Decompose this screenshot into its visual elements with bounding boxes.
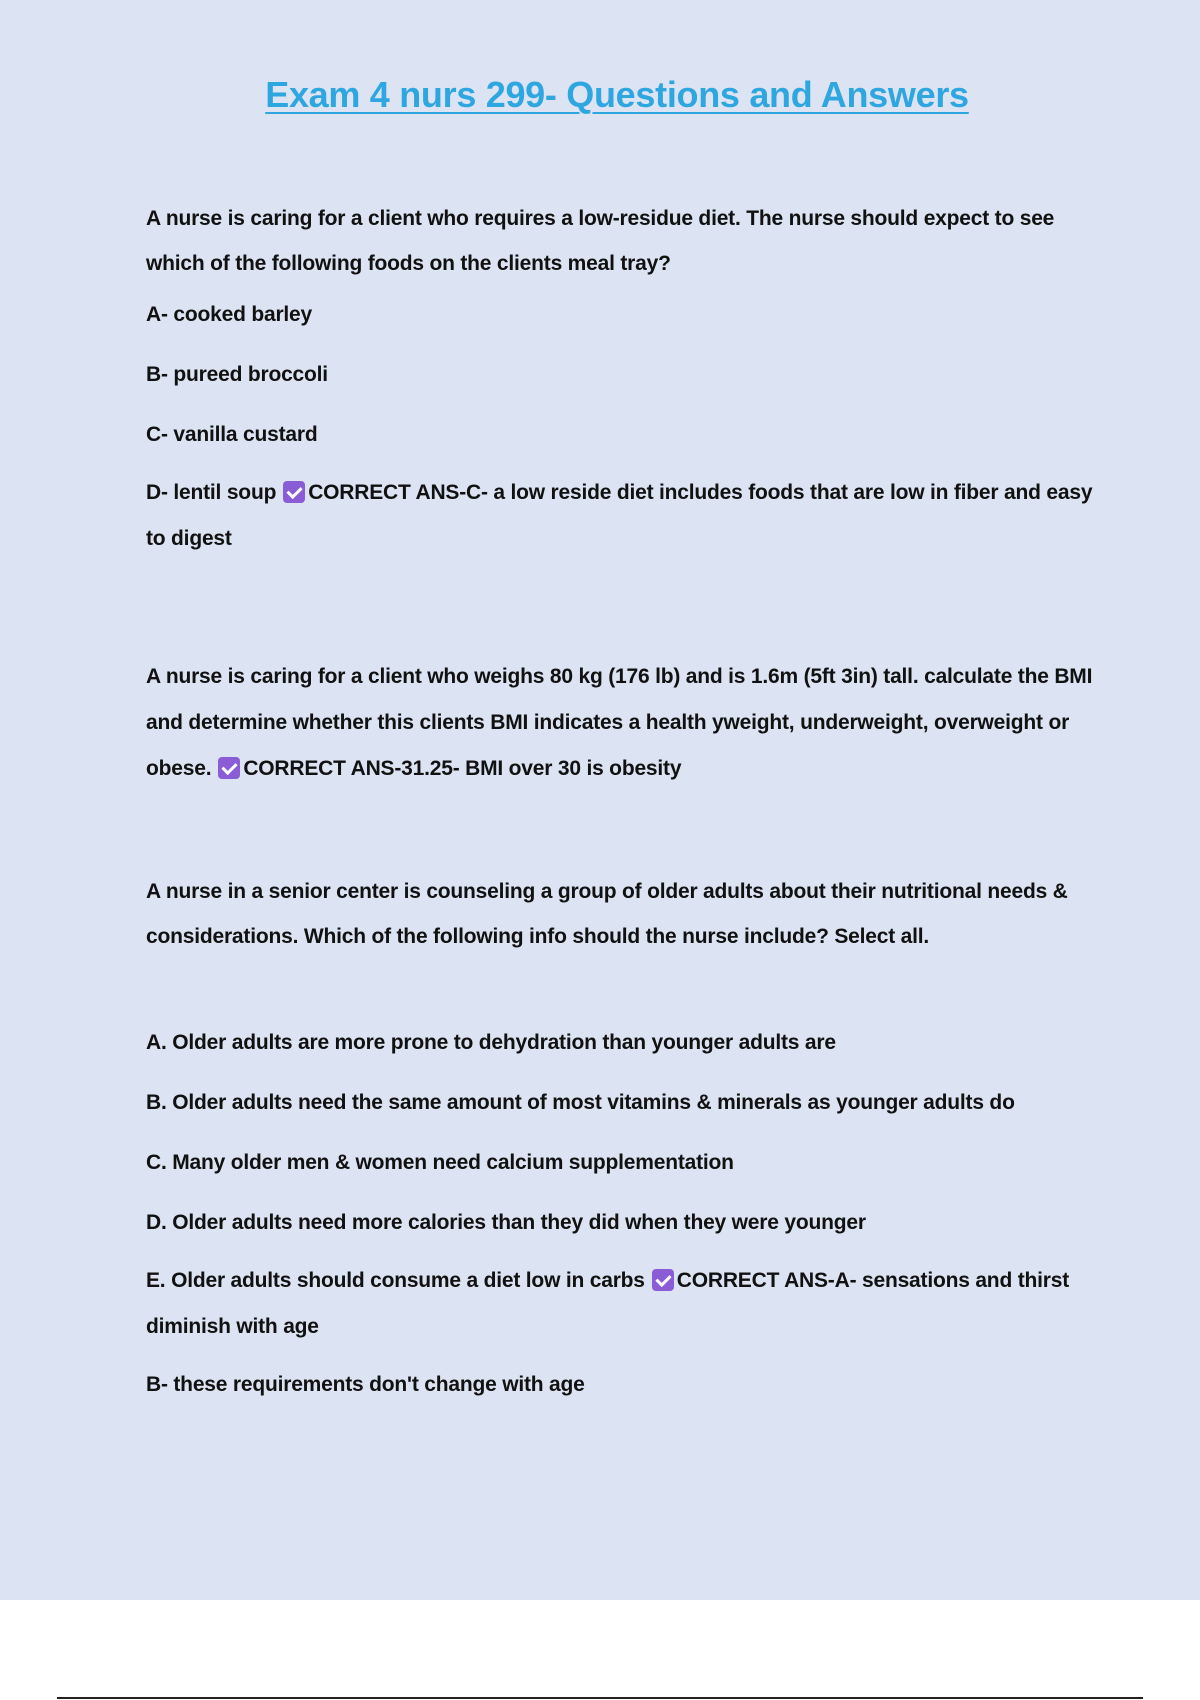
answer-option: B- pureed broccoli <box>146 363 328 386</box>
answer-option: D. Older adults need more calories than they did when they were younger <box>146 1211 866 1234</box>
question-3 <box>146 869 1096 1398</box>
checkmark-box-icon <box>652 1269 674 1291</box>
question-1 <box>146 196 1096 562</box>
question-stem: A nurse is caring for a client who weighs 80 kg (176 lb) and is 1.6m (5ft 3in) tall. calculate the BMI and determine whether this clients BMI indicates a health yweight, underweight, overweight or obese. <box>146 665 1093 780</box>
answer-option: D- lentil soup <box>146 481 277 504</box>
correct-answer: CORRECT ANS-31.25- BMI over 30 is obesity <box>243 757 682 780</box>
answer-option: A- cooked barley <box>146 303 313 326</box>
option-with-answer <box>146 1258 1096 1350</box>
answer-option: A. Older adults are more prone to dehydration than younger adults are <box>146 1031 836 1054</box>
answer-option: E. Older adults should consume a diet low in carbs <box>146 1269 645 1292</box>
correct-answer: CORRECT ANS-C- a low reside diet includes foods that are low in fiber and easy to digest <box>146 481 1093 550</box>
question-with-answer <box>146 654 1096 792</box>
answer-explanation: B- these requirements don't change with age <box>146 1373 585 1396</box>
answer-option: C- vanilla custard <box>146 423 318 446</box>
question-stem: A nurse is caring for a client who requires a low-residue diet. The nurse should expect to see which of the following foods on the clients meal tray? <box>146 207 1055 275</box>
correct-answer: CORRECT ANS-A- sensations and thirst diminish with age <box>146 1269 1070 1338</box>
checkmark-box-icon <box>218 757 240 779</box>
answer-option: B. Older adults need the same amount of most vitamins & minerals as younger adults do <box>146 1091 1015 1114</box>
answer-option: C. Many older men & women need calcium supplementation <box>146 1151 734 1174</box>
document-title: Exam 4 nurs 299- Questions and Answers <box>265 74 969 115</box>
footer-divider <box>57 1697 1143 1699</box>
question-2 <box>146 654 1096 792</box>
checkmark-box-icon <box>283 481 305 503</box>
option-with-answer <box>146 470 1096 562</box>
question-stem: A nurse in a senior center is counseling a group of older adults about their nutritional needs & considerations. Which of the following info should the nurse include? Select all. <box>146 880 1068 948</box>
